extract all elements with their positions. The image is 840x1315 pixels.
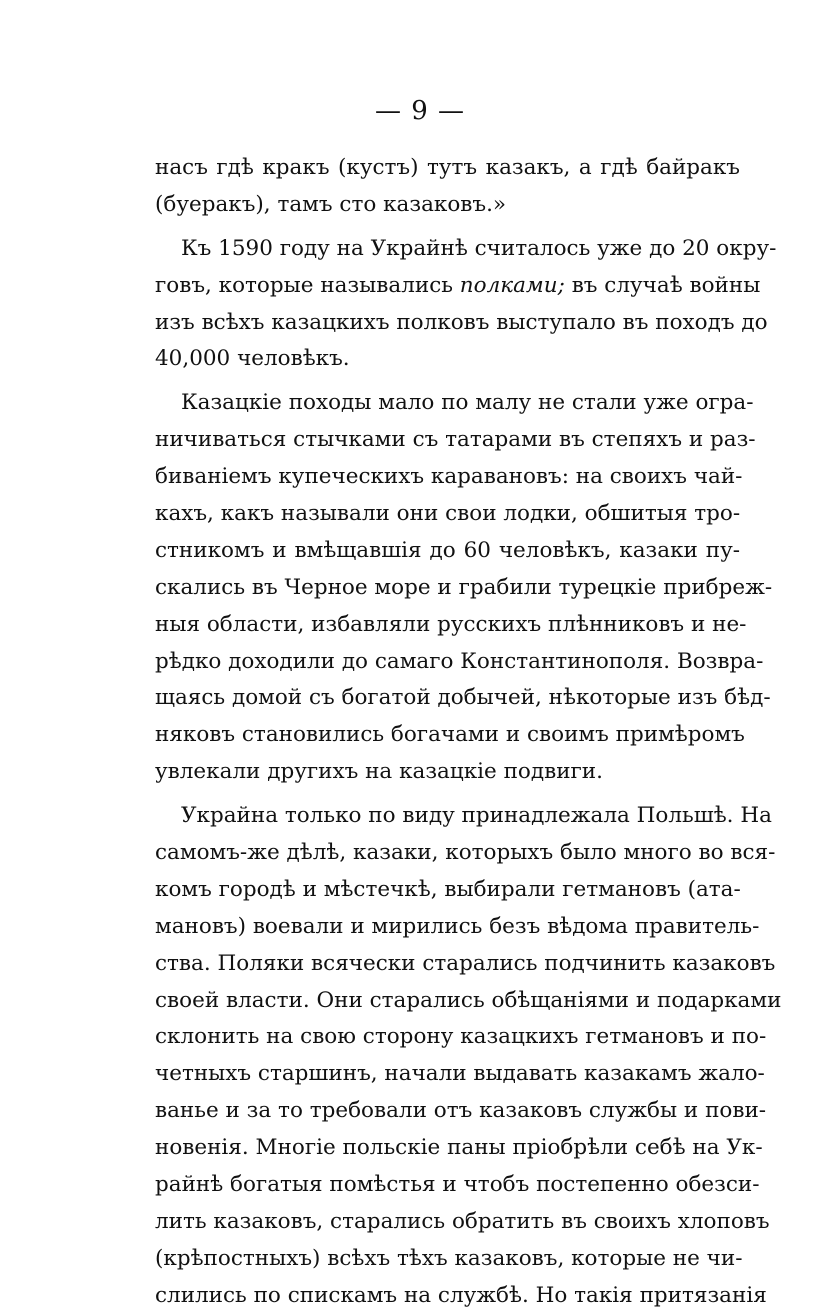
text-line: щаясь домой съ богатой добычей, нѣкоторые изъ бѣд- [155, 685, 771, 711]
text-line: стникомъ и вмѣщавшія до 60 человѣкъ, казаки пу- [155, 537, 740, 563]
text-line: мановъ) воевали и мирились безъ вѣдома правитель- [155, 913, 760, 939]
text-line: (крѣпостныхъ) всѣхъ тѣхъ казаковъ, которые не чи- [155, 1245, 743, 1271]
text-line: ныя области, избавляли русскихъ плѣнниковъ и не- [155, 611, 747, 637]
body-text [155, 150, 782, 1315]
text-line: Украйна только по виду принадлежала Польшѣ. На [181, 803, 772, 829]
text-line: комъ городѣ и мѣстечкѣ, выбирали гетмановъ (ата- [155, 876, 741, 902]
text-line: скались въ Черное море и грабили турецкіе прибреж- [155, 574, 773, 600]
text-line: биваніемъ купеческихъ каравановъ: на своихъ чай- [155, 464, 743, 490]
italic-term: полками; [459, 272, 565, 298]
text-line: кахъ, какъ называли они свои лодки, обшитыя тро- [155, 501, 741, 527]
text-line: Казацкіе походы мало по малу не стали уже огра- [181, 390, 754, 416]
paragraph [155, 231, 777, 379]
text-line: 40,000 человѣкъ. [155, 346, 350, 372]
text-line: изъ всѣхъ казацкихъ полковъ выступало въ походъ до [155, 309, 768, 335]
text-line: своей власти. Они старались обѣщаніями и подарками [155, 987, 782, 1013]
text-line: ства. Поляки всячески старались подчинить казаковъ [155, 950, 776, 976]
text-line: увлекали другихъ на казацкіе подвиги. [155, 759, 603, 785]
text-line: райнѣ богатыя помѣстья и чтобъ постепенно обезси- [155, 1172, 760, 1198]
paragraph [155, 150, 740, 224]
text-line: четныхъ старшинъ, начали выдавать казакамъ жало- [155, 1061, 765, 1087]
text-line: склонить на свою сторону казацкихъ гетмановъ и по- [155, 1024, 767, 1050]
text-line: насъ гдѣ кракъ (кустъ) тутъ казакъ, а гдѣ байракъ [155, 155, 740, 180]
text-line: ничиваться стычками съ татарами въ степяхъ и раз- [155, 427, 756, 453]
text-line: слились по спискамъ на службѣ. Но такія притязанія [155, 1282, 767, 1308]
text-line: лить казаковъ, старались обратить въ своихъ хлоповъ [155, 1208, 770, 1234]
text-line: рѣдко доходили до самаго Константинополя. Возвра- [155, 648, 764, 674]
page-number: — 9 — [374, 96, 466, 126]
paragraph [155, 798, 782, 1314]
text-line: самомъ-же дѣлѣ, казаки, которыхъ было много во вся- [155, 840, 776, 866]
text-line: няковъ становились богачами и своимъ примѣромъ [155, 722, 745, 748]
text-line: говъ, которые назывались полками; въ случаѣ войны [155, 272, 761, 298]
text-line: Къ 1590 году на Украйнѣ считалось уже до 20 окру- [181, 235, 777, 261]
text-line: ванье и за то требовали отъ казаковъ службы и пови- [155, 1098, 767, 1124]
paragraph [155, 385, 773, 791]
text-line: новенія. Многіе польскіе паны пріобрѣли себѣ на Ук- [155, 1135, 763, 1161]
text-line: (буеракъ), тамъ сто казаковъ.» [155, 191, 507, 217]
